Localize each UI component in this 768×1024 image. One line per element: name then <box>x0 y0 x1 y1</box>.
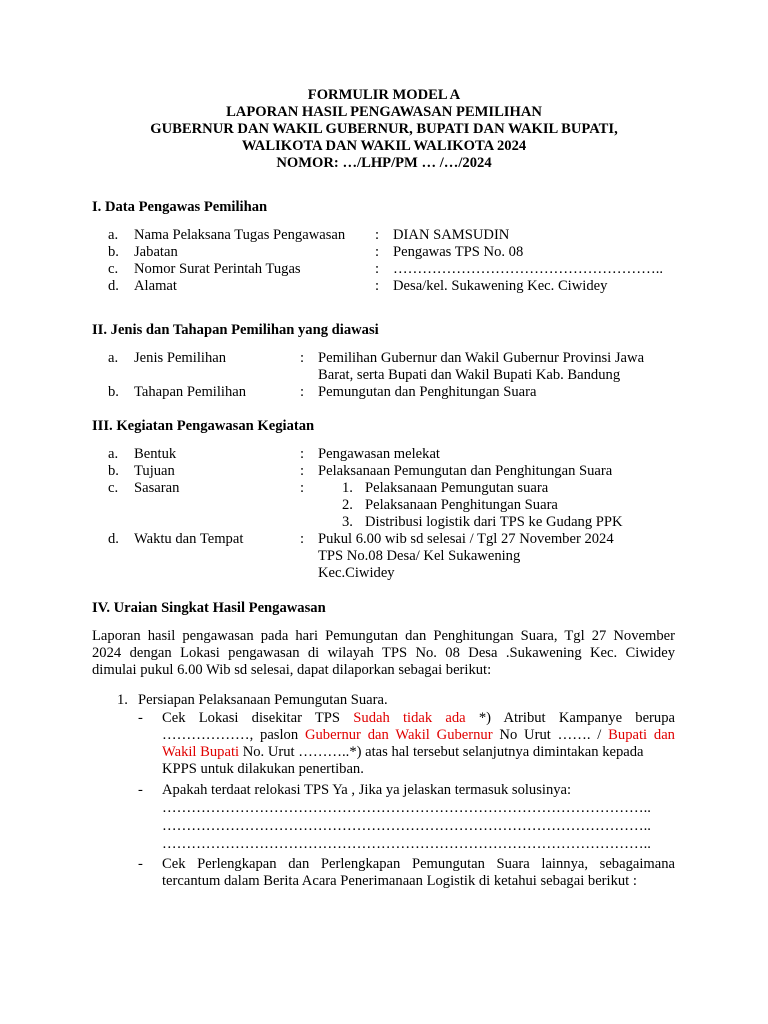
bullet-1-line-1 <box>162 710 675 727</box>
title-line-1: FORMULIR MODEL A <box>307 87 461 103</box>
item-1-number: 1. <box>117 692 128 708</box>
bullet-3-line-2: tercantum dalam Berita Acara Penerimanaan Logistik di ketahui sebagai berikut : <box>162 873 637 889</box>
sasaran-text-2: Pelaksanaan Penghitungan Suara <box>365 497 558 513</box>
s2-value-b: Pemungutan dan Penghitungan Suara <box>318 384 537 400</box>
b1-l1-text-b: *) Atribut Kampanye berupa <box>465 710 675 726</box>
b1-l2-red-2: Bupati dan <box>608 727 675 743</box>
s3-letter-c: c. <box>108 480 119 496</box>
bullet-1-line-2 <box>162 727 675 744</box>
s1-label-c: Nomor Surat Perintah Tugas <box>134 261 301 277</box>
s1-letter-d: d. <box>108 278 119 294</box>
sasaran-num-2: 2. <box>342 497 353 513</box>
s1-letter-a: a. <box>108 227 119 243</box>
s3-letter-b: b. <box>108 463 119 479</box>
s2-letter-b: b. <box>108 384 119 400</box>
b1-l1-text-a: Cek Lokasi disekitar TPS <box>162 710 354 726</box>
dotted-line-1: ……………………………………………………………………………………….. <box>162 800 651 816</box>
bullet-3-line-1: Cek Perlengkapan dan Perlengkapan Pemungutan Suara lainnya, sebagaimana <box>162 856 675 872</box>
b1-l3-text: No. Urut ………..*) atas hal tersebut selanjutnya dimintakan kepada <box>239 744 644 760</box>
b1-l2-text-b: No Urut ……. / <box>492 727 609 743</box>
title-line-3: GUBERNUR DAN WAKIL GUBERNUR, BUPATI DAN WAKIL BUPATI, <box>150 121 618 137</box>
s1-letter-b: b. <box>108 244 119 260</box>
b1-l1-red: Sudah tidak ada <box>353 710 466 726</box>
s1-value-a: DIAN SAMSUDIN <box>393 227 510 243</box>
section-3-heading: III. Kegiatan Pengawasan Kegiatan <box>92 418 315 434</box>
s1-label-d: Alamat <box>134 278 177 294</box>
waktu-line-3: Kec.Ciwidey <box>318 565 395 581</box>
b1-l2-red: Gubernur dan Wakil Gubernur <box>304 727 493 743</box>
bullet-2-line-1: Apakah terdaat relokasi TPS Ya , Jika ya jelaskan termasuk solusinya: <box>162 782 572 798</box>
intro-line-2: 2024 dengan Lokasi pengawasan di wilayah TPS No. 08 Desa .Sukawening Kec. Ciwidey <box>92 645 675 661</box>
b1-l2-text-a: ………………, paslon <box>162 727 305 743</box>
s1-label-b: Jabatan <box>134 244 178 260</box>
intro-line-3: dimulai pukul 6.00 Wib sd selesai, dapat dilaporkan sebagai berikut: <box>92 662 492 678</box>
section-1-heading: I. Data Pengawas Pemilihan <box>92 199 268 215</box>
b1-l3-red: Wakil Bupati <box>162 744 240 760</box>
s3-colon-b: : <box>300 463 305 479</box>
s1-colon-a: : <box>375 227 380 243</box>
s1-letter-c: c. <box>108 261 119 277</box>
s3-label-a: Bentuk <box>134 446 177 462</box>
s2-colon-a: : <box>300 350 305 366</box>
title-line-2: LAPORAN HASIL PENGAWASAN PEMILIHAN <box>226 104 542 120</box>
sasaran-text-3: Distribusi logistik dari TPS ke Gudang PPK <box>365 514 623 530</box>
s1-colon-d: : <box>375 278 380 294</box>
sasaran-text-1: Pelaksanaan Pemungutan suara <box>365 480 549 496</box>
s3-letter-d: d. <box>108 531 119 547</box>
sasaran-num-1: 1. <box>342 480 353 496</box>
title-line-4: WALIKOTA DAN WAKIL WALIKOTA 2024 <box>241 138 527 154</box>
waktu-line-2: TPS No.08 Desa/ Kel Sukawening <box>318 548 521 564</box>
bullet-dash-1: - <box>138 710 143 726</box>
s3-colon-c: : <box>300 480 305 496</box>
s3-label-c: Sasaran <box>134 480 180 496</box>
s2-label-b: Tahapan Pemilihan <box>134 384 247 400</box>
bullet-dash-2: - <box>138 782 143 798</box>
bullet-dash-3: - <box>138 856 143 872</box>
s1-value-b: Pengawas TPS No. 08 <box>393 244 524 260</box>
waktu-line-1: Pukul 6.00 wib sd selesai / Tgl 27 November 2024 <box>318 531 614 547</box>
title-line-5: NOMOR: …/LHP/PM … /…/2024 <box>276 155 492 171</box>
section-4-heading: IV. Uraian Singkat Hasil Pengawasan <box>92 600 326 616</box>
s1-value-c: ……………………………………………….. <box>393 261 663 277</box>
s3-label-b: Tujuan <box>134 463 175 479</box>
s1-colon-b: : <box>375 244 380 260</box>
s3-value-b: Pelaksanaan Pemungutan dan Penghitungan Suara <box>318 463 613 479</box>
dotted-line-3: ……………………………………………………………………………………….. <box>162 836 651 852</box>
dotted-line-2: ……………………………………………………………………………………….. <box>162 818 651 834</box>
sasaran-num-3: 3. <box>342 514 353 530</box>
s3-value-a: Pengawasan melekat <box>318 446 440 462</box>
s2-value-a-line1: Pemilihan Gubernur dan Wakil Gubernur Provinsi Jawa <box>318 350 645 366</box>
s1-value-d: Desa/kel. Sukawening Kec. Ciwidey <box>393 278 608 294</box>
s3-label-d: Waktu dan Tempat <box>134 531 244 547</box>
bullet-1-line-3 <box>162 744 644 761</box>
s2-value-a-line2: Barat, serta Bupati dan Wakil Bupati Kab. Bandung <box>318 367 621 383</box>
s2-label-a: Jenis Pemilihan <box>134 350 227 366</box>
s3-colon-d: : <box>300 531 305 547</box>
bullet-1-line-4: KPPS untuk dilakukan penertiban. <box>162 761 364 777</box>
intro-line-1: Laporan hasil pengawasan pada hari Pemungutan dan Penghitungan Suara, Tgl 27 November <box>92 628 675 644</box>
s3-letter-a: a. <box>108 446 119 462</box>
s3-colon-a: : <box>300 446 305 462</box>
section-2-heading: II. Jenis dan Tahapan Pemilihan yang diawasi <box>92 322 379 338</box>
item-1-title: Persiapan Pelaksanaan Pemungutan Suara. <box>138 692 388 708</box>
document-title <box>0 87 768 172</box>
s2-colon-b: : <box>300 384 305 400</box>
s1-colon-c: : <box>375 261 380 277</box>
s1-label-a: Nama Pelaksana Tugas Pengawasan <box>134 227 346 243</box>
s2-letter-a: a. <box>108 350 119 366</box>
